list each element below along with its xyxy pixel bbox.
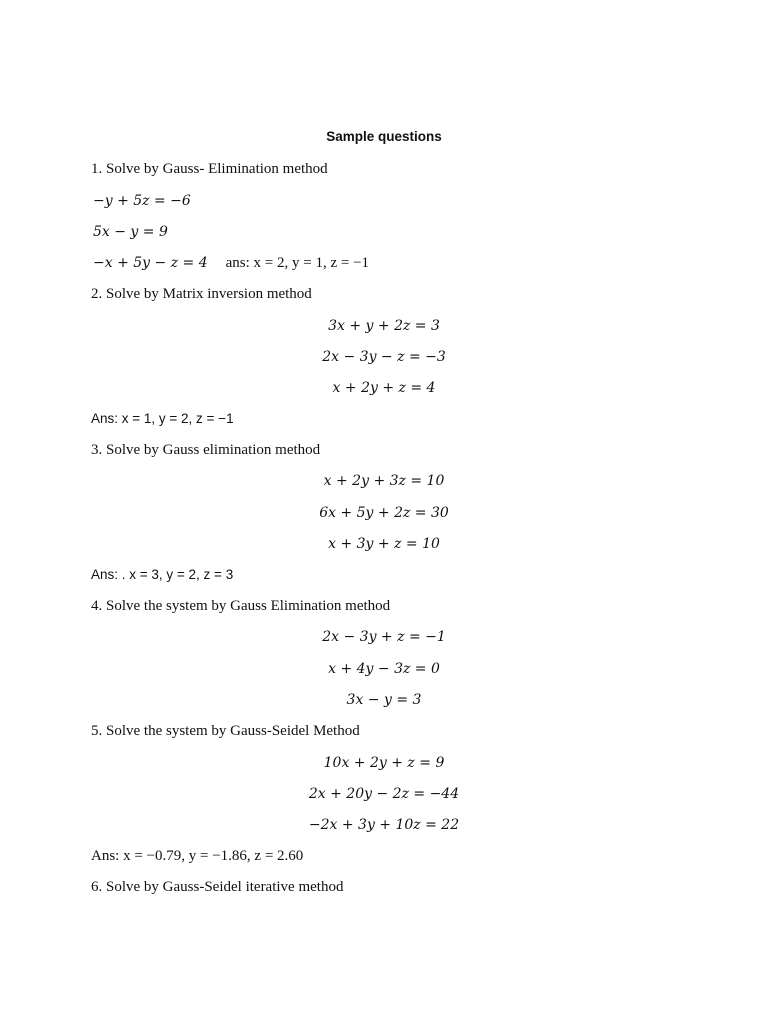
- q5-equation-1: 10x + 2y + z = 9: [323, 755, 445, 771]
- q3-equation-1: x + 2y + 3z = 10: [323, 473, 445, 489]
- page-title: Sample questions: [326, 129, 442, 144]
- q4-heading: 4. Solve the system by Gauss Elimination method: [91, 598, 391, 614]
- q5-equation-3: −2x + 3y + 10z = 22: [308, 817, 460, 833]
- q2-heading: 2. Solve by Matrix inversion method: [91, 286, 312, 302]
- q4-equation-3: 3x − y = 3: [346, 692, 422, 708]
- q3-answer: Ans: . x = 3, y = 2, z = 3: [91, 567, 234, 582]
- q1-heading: 1. Solve by Gauss- Elimination method: [91, 161, 328, 177]
- q2-equation-3: x + 2y + z = 4: [332, 380, 436, 396]
- q1-equation-row: [93, 254, 369, 272]
- q5-heading: 5. Solve the system by Gauss-Seidel Method: [91, 723, 360, 739]
- q5-equation-2: 2x + 20y − 2z = −44: [308, 786, 460, 802]
- q3-equation-2: 6x + 5y + 2z = 30: [319, 505, 449, 521]
- q4-equation-2: x + 4y − 3z = 0: [328, 661, 440, 677]
- q3-equation-3: x + 3y + z = 10: [328, 536, 440, 552]
- q2-answer: Ans: x = 1, y = 2, z = −1: [91, 411, 234, 426]
- q1-equation-1: −y + 5z = −6: [93, 193, 191, 209]
- q3-heading: 3. Solve by Gauss elimination method: [91, 442, 321, 458]
- q1-equation-3: −x + 5y − z = 4: [93, 255, 208, 271]
- q1-answer: ans: x = 2, y = 1, z = −1: [225, 255, 370, 271]
- q6-heading: 6. Solve by Gauss-Seidel iterative method: [91, 879, 344, 895]
- q1-equation-2: 5x − y = 9: [93, 224, 168, 240]
- q2-equation-2: 2x − 3y − z = −3: [322, 349, 446, 365]
- q2-equation-1: 3x + y + 2z = 3: [328, 318, 440, 334]
- q4-equation-1: 2x − 3y + z = −1: [322, 629, 446, 645]
- q5-answer: Ans: x = −0.79, y = −1.86, z = 2.60: [91, 848, 304, 864]
